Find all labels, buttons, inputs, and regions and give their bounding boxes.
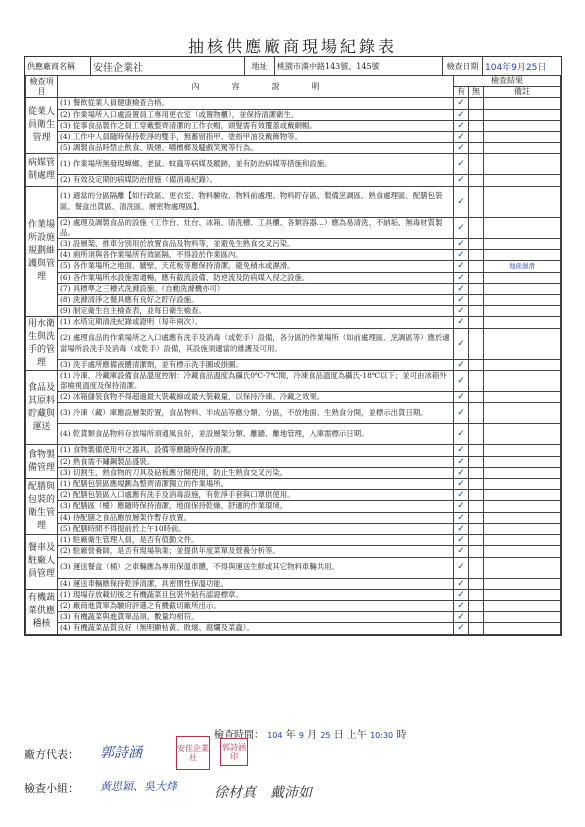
time-hour-unit: 時: [396, 730, 407, 741]
result-yes-cell: [454, 424, 469, 445]
checklist-table: [25, 76, 561, 635]
checklist-row: [26, 403, 561, 424]
result-yes-cell: [454, 600, 469, 611]
result-no-cell: [469, 370, 484, 391]
result-yes-cell: [454, 392, 469, 403]
check-mark-icon: ✓: [457, 159, 465, 170]
item-text: (1) 餐飲從業人員健康檢查合格。: [58, 98, 454, 109]
result-no-cell: [469, 546, 484, 557]
remark-cell: [484, 523, 561, 534]
checklist-row: [26, 328, 561, 359]
result-no-cell: [469, 317, 484, 328]
column-header-row: [26, 76, 561, 87]
checklist-row: [26, 109, 561, 120]
category-cell: 病媒管制處理: [26, 154, 58, 186]
result-yes-cell: [454, 306, 469, 317]
result-yes-cell: [454, 328, 469, 359]
item-text: (2) 配膳包裝區入口處應有洗手及消毒設施，有乾淨手套與口罩供使用。: [58, 490, 454, 501]
checklist-row: [26, 98, 561, 109]
remark-cell: [484, 175, 561, 186]
item-text: (6) 各作業場所水設施需通暢，應有截流設備、防逆流及防病媒入侵之設施。: [58, 272, 454, 283]
result-no-cell: [469, 623, 484, 634]
result-no-cell: [469, 154, 484, 175]
item-text: (3) 運送餐盒（桶）之車輛應為專用保溫車體，不得與運送生鮮或其它物料車輛共用。: [58, 557, 454, 578]
result-no-cell: [469, 403, 484, 424]
remark-cell: [484, 120, 561, 131]
item-text: (5) 調製食品時禁止飲食、吸煙、嚼檳榔及騷戲笑罵等行為。: [58, 143, 454, 154]
result-yes-cell: [454, 239, 469, 250]
category-cell: 餐車及駐廠人員管理: [26, 535, 58, 590]
result-no-cell: [469, 557, 484, 578]
check-mark-icon: ✓: [457, 375, 465, 386]
check-mark-icon: ✓: [457, 467, 465, 478]
checklist-row: [26, 317, 561, 328]
check-mark-icon: ✓: [457, 132, 465, 143]
item-text: (2) 廠商進貨單為驗府評選之有機截切廠所出示。: [58, 600, 454, 611]
remark-cell: [484, 154, 561, 175]
category-cell: 食品及其原料貯藏與運送: [26, 370, 58, 445]
checklist-row: [26, 359, 561, 370]
result-no-cell: [469, 175, 484, 186]
item-text: (4) 有機蔬菜品質良好（無明顯枯黃、敗壞、腐爛及菜蟲）。: [58, 623, 454, 634]
remark-cell: [484, 143, 561, 154]
result-no-cell: [469, 512, 484, 523]
checklist-row: [26, 490, 561, 501]
check-mark-icon: ✓: [457, 239, 465, 250]
remark-cell: [484, 535, 561, 546]
checklist-row: [26, 557, 561, 578]
form-header-row: [25, 57, 561, 76]
inspect-team-label: 檢查小組：: [24, 782, 79, 795]
result-yes-cell: [454, 612, 469, 623]
result-no-cell: [469, 306, 484, 317]
remark-cell: [484, 186, 561, 217]
checklist-row: [26, 546, 561, 557]
check-mark-icon: ✓: [457, 306, 465, 317]
time-year: 104: [267, 731, 283, 740]
result-no-cell: [469, 600, 484, 611]
item-text: (4) 待配膳之食品應放層架作暫存放置。: [58, 512, 454, 523]
result-no-cell: [469, 272, 484, 283]
remark-cell: [484, 392, 561, 403]
checklist-row: [26, 612, 561, 623]
checklist-row: [26, 239, 561, 250]
remark-cell: [484, 109, 561, 120]
remark-cell: [484, 600, 561, 611]
result-no-cell: [469, 424, 484, 445]
result-yes-cell: [454, 557, 469, 578]
column-category: 檢查項目: [26, 76, 58, 98]
item-text: (3) 從事食品製作之員工穿戴整齊清潔的工作衣帽，頭髮需有效覆蓋或戴網帽。: [58, 120, 454, 131]
item-text: (3) 配膳區（檯）應隨時保持清潔，地面保持乾燥、舒適的作業環境。: [58, 501, 454, 512]
check-mark-icon: ✓: [457, 143, 465, 154]
check-mark-icon: ✓: [457, 490, 465, 501]
remark-cell: [484, 623, 561, 634]
checklist-row: [26, 479, 561, 490]
item-text: (1) 現場存放載切後之有機蔬菜且包裝外貼有認證標章。: [58, 589, 454, 600]
column-result: 檢查結果: [454, 76, 561, 87]
column-no: 無: [469, 87, 484, 98]
item-text: (1) 駐廠衛生管理人員，是否有值勤文件。: [58, 535, 454, 546]
result-yes-cell: [454, 403, 469, 424]
result-no-cell: [469, 456, 484, 467]
address-label: 地址: [245, 57, 275, 75]
check-mark-icon: ✓: [457, 479, 465, 490]
item-text: (4) 廁所須與各作業場所有效區隔，不得設於作業區內。: [58, 250, 454, 261]
personal-seal: 郭詩涵印: [220, 738, 248, 766]
result-no-cell: [469, 612, 484, 623]
check-mark-icon: ✓: [457, 600, 465, 611]
result-yes-cell: [454, 479, 469, 490]
remark-cell: [484, 490, 561, 501]
remark-cell: 地面濕滑: [484, 261, 561, 272]
check-mark-icon: ✓: [457, 392, 465, 403]
remark-cell: [484, 370, 561, 391]
time-month-unit: 月: [307, 730, 318, 741]
check-mark-icon: ✓: [457, 456, 465, 467]
remark-cell: [484, 467, 561, 478]
checklist-row: [26, 523, 561, 534]
result-yes-cell: [454, 175, 469, 186]
checklist-row: [26, 186, 561, 217]
address-value: 桃園市漢中路143號、145號: [275, 57, 443, 75]
result-no-cell: [469, 186, 484, 217]
remark-cell: [484, 512, 561, 523]
check-mark-icon: ✓: [457, 429, 465, 440]
checklist-row: [26, 250, 561, 261]
result-yes-cell: [454, 589, 469, 600]
check-mark-icon: ✓: [457, 623, 465, 634]
checklist-row: [26, 261, 561, 272]
checklist-row: [26, 217, 561, 238]
check-mark-icon: ✓: [457, 546, 465, 557]
company-seal: 安佳企業社: [176, 736, 210, 770]
category-cell: 食物製備管理: [26, 445, 58, 479]
time-day-unit: 日: [333, 730, 344, 741]
result-no-cell: [469, 328, 484, 359]
checklist-row: [26, 535, 561, 546]
checklist-row: [26, 370, 561, 391]
remark-cell: [484, 317, 561, 328]
remark-cell: [484, 578, 561, 589]
check-mark-icon: ✓: [457, 338, 465, 349]
remark-cell: [484, 306, 561, 317]
result-no-cell: [469, 392, 484, 403]
result-no-cell: [469, 467, 484, 478]
result-no-cell: [469, 445, 484, 456]
checklist-row: [26, 589, 561, 600]
column-content: 內 容 說 明: [58, 76, 454, 98]
check-mark-icon: ✓: [457, 612, 465, 623]
checklist-row: [26, 143, 561, 154]
result-no-cell: [469, 217, 484, 238]
item-text: (3) 冷凍（藏）庫應設層架貯置，食品物料、半成品等應分類、分區，不放地面、生熟食分開，並標示出貨日期。: [58, 403, 454, 424]
checklist-row: [26, 445, 561, 456]
checklist-row: [26, 578, 561, 589]
result-yes-cell: [454, 132, 469, 143]
item-text: (4) 工作中人員隨時保持乾淨的雙手，無蓄留指甲、塗指甲油及戴飾物等。: [58, 132, 454, 143]
item-text: (2) 作業場所入口處設置員工專用更衣室（或置物櫃），並保持清潔衛生。: [58, 109, 454, 120]
check-mark-icon: ✓: [457, 250, 465, 261]
check-mark-icon: ✓: [457, 562, 465, 573]
check-mark-icon: ✓: [457, 359, 465, 370]
remark-cell: [484, 295, 561, 306]
checklist-row: [26, 283, 561, 294]
category-cell: 從業人員衛生管理: [26, 98, 58, 154]
result-no-cell: [469, 132, 484, 143]
item-text: (2) 駐廠營養師，是否有現場執業；並提供年度菜單及營養分析等。: [58, 546, 454, 557]
remark-cell: [484, 589, 561, 600]
result-yes-cell: [454, 512, 469, 523]
result-yes-cell: [454, 143, 469, 154]
result-yes-cell: [454, 523, 469, 534]
remark-cell: [484, 546, 561, 557]
check-mark-icon: ✓: [457, 408, 465, 419]
remark-cell: [484, 501, 561, 512]
item-text: (4) 運送車輛應保持乾淨清潔，具密閉性保溫功能。: [58, 578, 454, 589]
result-yes-cell: [454, 623, 469, 634]
checklist-row: [26, 456, 561, 467]
result-yes-cell: [454, 370, 469, 391]
result-yes-cell: [454, 359, 469, 370]
remark-cell: [484, 239, 561, 250]
item-text: (8) 洗滌清淨之餐具應有良好之貯存設施。: [58, 295, 454, 306]
result-no-cell: [469, 535, 484, 546]
checklist-row: [26, 295, 561, 306]
item-text: (1) 適當的分區隔離【如行政區、更衣室、物料驗收、物料前處理、物料貯存區、製備烹調區、熟食處理區、配膳包裝區、餐盒出貨區、清洗區、層密物處理區】。: [58, 186, 454, 217]
time-day: 25: [320, 731, 331, 740]
remark-cell: [484, 557, 561, 578]
item-text: (2) 處理食品的作業場所之入口處應有洗手及消毒（或乾手）設備，各分區的作業場所（如前處理區、烹調區等）應於適當場所設洗手及消毒（或乾手）設備，其設施須適當的維護及可用。: [58, 328, 454, 359]
item-text: (1) 食物製備使用中之器具、設備等應隨時保持清潔。: [58, 445, 454, 456]
item-text: (3) 切割生、熟食物的刀具及砧板應分開使用，防止生熟食交叉污染。: [58, 467, 454, 478]
result-yes-cell: [454, 456, 469, 467]
checklist-row: [26, 600, 561, 611]
vendor-rep-signature: 郭詩涵: [100, 745, 142, 761]
check-mark-icon: ✓: [457, 578, 465, 589]
item-text: (3) 洗手處所應備液體清潔劑，並有標示洗手圖或掛圖。: [58, 359, 454, 370]
result-no-cell: [469, 523, 484, 534]
result-no-cell: [469, 501, 484, 512]
result-yes-cell: [454, 98, 469, 109]
result-no-cell: [469, 578, 484, 589]
time-year-unit: 年: [285, 730, 296, 741]
check-mark-icon: ✓: [457, 535, 465, 546]
result-yes-cell: [454, 109, 469, 120]
date-label: 檢查日期: [443, 57, 483, 75]
category-cell: 作業場所設施規劃維護與管理: [26, 186, 58, 317]
result-no-cell: [469, 120, 484, 131]
inspect-signature-2: 徐材真 戴沛如: [214, 785, 312, 801]
item-text: (2) 處理及調製食品的設施（工作台、灶台、冰箱、清洗槽、工具櫃、各類容器…）應為易清洗、不納垢、無毒材質製品。: [58, 217, 454, 238]
remark-cell: [484, 424, 561, 445]
result-yes-cell: [454, 535, 469, 546]
checklist-row: [26, 175, 561, 186]
item-text: (1) 冷凍、冷藏庫設備食品溫度控制：冷藏食品溫度為攝氏0℃-7℃間，冷凍食品溫度為攝氏-18℃以下；並可由冰箱外部檢視溫度及保持清潔。: [58, 370, 454, 391]
check-mark-icon: ✓: [457, 261, 465, 272]
remark-cell: [484, 250, 561, 261]
category-cell: 配膳與包裝的衛生管理: [26, 479, 58, 535]
column-yes: 有: [454, 87, 469, 98]
remark-cell: [484, 612, 561, 623]
vendor-name: 安佳企業社: [91, 57, 245, 75]
result-yes-cell: [454, 272, 469, 283]
checklist-row: [26, 467, 561, 478]
checklist-row: [26, 392, 561, 403]
result-no-cell: [469, 479, 484, 490]
check-mark-icon: ✓: [457, 120, 465, 131]
result-no-cell: [469, 250, 484, 261]
checklist-row: [26, 132, 561, 143]
vendor-label: 供應廠商名稱: [25, 57, 91, 75]
item-text: (3) 有機蔬菜與進貨單品項、數量均相符。: [58, 612, 454, 623]
result-no-cell: [469, 295, 484, 306]
check-mark-icon: ✓: [457, 512, 465, 523]
item-text: (7) 具標準之三槽式洗滌設施。（自動洗滌機亦可）: [58, 283, 454, 294]
result-no-cell: [469, 143, 484, 154]
checklist-row: [26, 306, 561, 317]
time-ampm: 上午: [346, 730, 367, 741]
item-text: (1) 作業場所無發現蟑螂、老鼠、蚊蟲等病媒及蹤跡，並有防治病媒等措施和設施。: [58, 154, 454, 175]
remark-cell: [484, 98, 561, 109]
checklist-row: [26, 154, 561, 175]
check-mark-icon: ✓: [457, 445, 465, 456]
result-yes-cell: [454, 578, 469, 589]
item-text: (3) 設層架、推車分別用於放置食品及物料等，並避免生熟食交叉污染。: [58, 239, 454, 250]
item-text: (4) 乾貨類食品物料存放場所須通風良好，並設層架分類、離牆、離地管理，入庫需標示日期。: [58, 424, 454, 445]
remark-cell: [484, 479, 561, 490]
remark-cell: [484, 359, 561, 370]
check-mark-icon: ✓: [457, 523, 465, 534]
result-yes-cell: [454, 445, 469, 456]
item-text: (2) 冰箱儲裝食物不得超過最大裝載線或最大裝載量，以保持冷凍、冷藏之效果。: [58, 392, 454, 403]
remark-cell: [484, 403, 561, 424]
time-label: 檢查時間：: [214, 730, 264, 741]
checklist-row: [26, 120, 561, 131]
result-yes-cell: [454, 186, 469, 217]
remark-cell: [484, 217, 561, 238]
result-no-cell: [469, 359, 484, 370]
item-text: (2) 有效及定期的病媒防治措施（備消毒紀錄）。: [58, 175, 454, 186]
result-yes-cell: [454, 295, 469, 306]
check-mark-icon: ✓: [457, 317, 465, 328]
check-mark-icon: ✓: [457, 283, 465, 294]
item-text: (2) 熟食需不鏽鋼製品盛裝。: [58, 456, 454, 467]
page-title: 抽核供應廠商現場紀錄表: [187, 37, 397, 56]
category-cell: 有機蔬菜供應稽核: [26, 589, 58, 634]
check-mark-icon: ✓: [457, 222, 465, 233]
remark-cell: [484, 283, 561, 294]
check-mark-icon: ✓: [457, 589, 465, 600]
result-yes-cell: [454, 261, 469, 272]
result-yes-cell: [454, 490, 469, 501]
check-mark-icon: ✓: [457, 175, 465, 186]
item-text: (1) 水塔定期清洗紀錄或證明（每年兩次）。: [58, 317, 454, 328]
check-mark-icon: ✓: [457, 109, 465, 120]
item-text: (5) 各作業場所之地面、牆壁、天花板等應保持清潔，避免積水或濕滑。: [58, 261, 454, 272]
remark-cell: [484, 456, 561, 467]
date-value: 104年9月25日: [485, 62, 547, 73]
inspect-signature-1: 黃思穎、吳大烽: [100, 780, 177, 793]
result-yes-cell: [454, 154, 469, 175]
remark-cell: [484, 272, 561, 283]
checklist-row: [26, 272, 561, 283]
result-yes-cell: [454, 317, 469, 328]
item-text: (5) 配膳時間不得提前於上午10時前。: [58, 523, 454, 534]
result-no-cell: [469, 283, 484, 294]
remark-cell: [484, 132, 561, 143]
check-mark-icon: ✓: [457, 196, 465, 207]
result-yes-cell: [454, 546, 469, 557]
inspection-form: [24, 56, 562, 636]
checklist-row: [26, 501, 561, 512]
check-mark-icon: ✓: [457, 295, 465, 306]
result-no-cell: [469, 239, 484, 250]
result-no-cell: [469, 98, 484, 109]
check-mark-icon: ✓: [457, 501, 465, 512]
result-yes-cell: [454, 467, 469, 478]
time-hour: 10:30: [370, 731, 394, 740]
item-text: (9) 制定衛生自主檢查表，並每日衛生檢查。: [58, 306, 454, 317]
remark-cell: [484, 445, 561, 456]
result-yes-cell: [454, 501, 469, 512]
column-remark: 備註: [484, 87, 561, 98]
result-yes-cell: [454, 120, 469, 131]
result-yes-cell: [454, 217, 469, 238]
checklist-row: [26, 424, 561, 445]
checklist-row: [26, 512, 561, 523]
time-month: 9: [298, 731, 304, 740]
check-mark-icon: ✓: [457, 272, 465, 283]
check-mark-icon: ✓: [457, 98, 465, 109]
result-no-cell: [469, 490, 484, 501]
item-text: (1) 配膳包裝區應規劃為整齊清潔獨立的作業場所。: [58, 479, 454, 490]
result-yes-cell: [454, 283, 469, 294]
remark-cell: [484, 328, 561, 359]
checklist-row: [26, 623, 561, 634]
category-cell: 用水衛生與洗手的管理: [26, 317, 58, 370]
result-no-cell: [469, 589, 484, 600]
result-yes-cell: [454, 250, 469, 261]
vendor-rep-label: 廠方代表：: [24, 748, 79, 761]
result-no-cell: [469, 109, 484, 120]
result-no-cell: [469, 261, 484, 272]
